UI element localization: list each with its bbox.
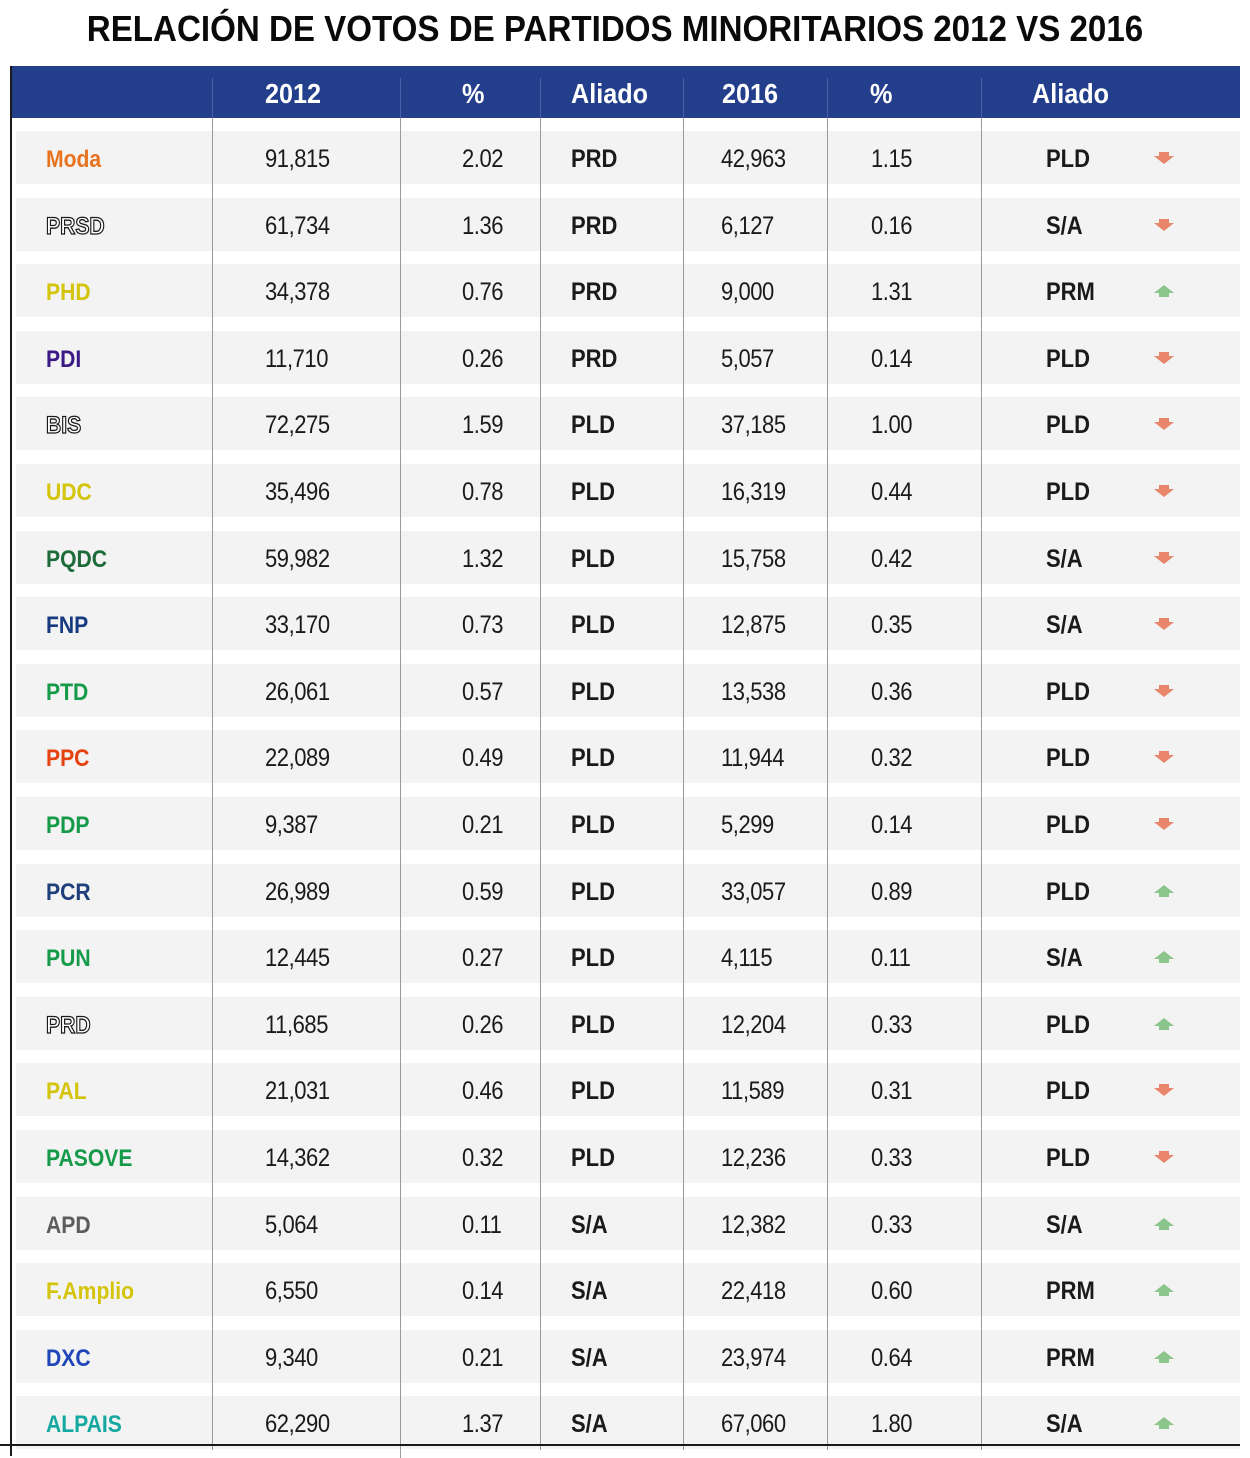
- votes-2012: 91,815: [265, 145, 330, 173]
- ally-2016: S/A: [1046, 212, 1083, 240]
- percent-2016: 1.00: [871, 411, 913, 439]
- header-2012: 2012: [265, 78, 322, 109]
- votes-2016: 22,418: [721, 1277, 786, 1305]
- votes-2012: 22,089: [265, 744, 330, 772]
- ally-2016: PLD: [1046, 878, 1090, 906]
- column-divider: [981, 118, 982, 1450]
- ally-2012: PLD: [571, 478, 615, 506]
- percent-2016: 0.35: [871, 611, 913, 639]
- table-row: [16, 797, 1240, 850]
- percent-2012: 1.32: [462, 545, 504, 573]
- percent-2012: 0.27: [462, 944, 504, 972]
- percent-2016: 0.36: [871, 678, 913, 706]
- votes-2012: 11,710: [265, 345, 329, 373]
- table-row: [16, 864, 1240, 917]
- column-divider: [827, 118, 828, 1450]
- ally-2012: S/A: [571, 1277, 608, 1305]
- table-row: [16, 1330, 1240, 1383]
- votes-2012: 12,445: [265, 944, 330, 972]
- votes-2016: 33,057: [721, 878, 786, 906]
- votes-2012: 9,387: [265, 811, 318, 839]
- votes-2016: 4,115: [721, 944, 773, 972]
- party-name: PRD: [46, 1012, 91, 1039]
- votes-2016: 11,944: [721, 744, 785, 772]
- column-divider: [400, 78, 401, 118]
- arrow-up-icon: [1152, 882, 1176, 900]
- percent-2012: 0.46: [462, 1077, 504, 1105]
- votes-2016: 42,963: [721, 145, 786, 173]
- votes-2016: 13,538: [721, 678, 786, 706]
- votes-2016: 12,236: [721, 1144, 786, 1172]
- column-divider: [827, 78, 828, 118]
- percent-2016: 0.14: [871, 345, 913, 373]
- votes-2012: 14,362: [265, 1144, 330, 1172]
- ally-2012: PRD: [571, 345, 618, 373]
- ally-2012: PLD: [571, 545, 615, 573]
- arrow-up-icon: [1152, 282, 1176, 300]
- votes-2016: 11,589: [721, 1077, 785, 1105]
- party-name: F.Amplio: [46, 1278, 134, 1305]
- table-left-border: [10, 66, 12, 1456]
- table-bottom-border: [0, 1444, 1240, 1446]
- arrow-down-icon: [1152, 1148, 1176, 1166]
- percent-2012: 2.02: [462, 145, 504, 173]
- party-name: PHD: [46, 279, 91, 306]
- percent-2012: 0.11: [462, 1211, 502, 1239]
- ally-2012: PLD: [571, 1011, 615, 1039]
- table-row: [16, 264, 1240, 317]
- ally-2012: PLD: [571, 1144, 615, 1172]
- table-row: [16, 597, 1240, 650]
- party-name: PCR: [46, 879, 91, 906]
- votes-2012: 35,496: [265, 478, 330, 506]
- party-name: PASOVE: [46, 1145, 133, 1172]
- percent-2016: 1.80: [871, 1410, 913, 1438]
- party-name: DXC: [46, 1345, 91, 1372]
- table-row: [16, 930, 1240, 983]
- header-pct-2012: %: [462, 78, 485, 109]
- party-name: PTD: [46, 679, 89, 706]
- ally-2012: S/A: [571, 1211, 608, 1239]
- votes-2016: 16,319: [721, 478, 786, 506]
- ally-2016: S/A: [1046, 1211, 1083, 1239]
- percent-2016: 0.64: [871, 1344, 913, 1372]
- arrow-down-icon: [1152, 815, 1176, 833]
- party-name: ALPAIS: [46, 1411, 122, 1438]
- votes-2016: 12,875: [721, 611, 786, 639]
- percent-2012: 0.14: [462, 1277, 504, 1305]
- column-divider: [400, 118, 401, 1458]
- ally-2016: PRM: [1046, 1277, 1095, 1305]
- ally-2016: S/A: [1046, 611, 1083, 639]
- percent-2012: 0.21: [462, 811, 504, 839]
- ally-2012: PRD: [571, 212, 618, 240]
- table-row: [16, 397, 1240, 450]
- table-row: [16, 730, 1240, 783]
- votes-2016: 6,127: [721, 212, 774, 240]
- votes-2012: 59,982: [265, 545, 330, 573]
- arrow-down-icon: [1152, 216, 1176, 234]
- column-divider: [981, 78, 982, 118]
- votes-2012: 61,734: [265, 212, 330, 240]
- ally-2016: PLD: [1046, 1011, 1090, 1039]
- party-name: Moda: [46, 146, 102, 173]
- percent-2016: 0.32: [871, 744, 913, 772]
- percent-2016: 0.14: [871, 811, 913, 839]
- arrow-up-icon: [1152, 1348, 1176, 1366]
- votes-2012: 11,685: [265, 1011, 329, 1039]
- percent-2012: 0.26: [462, 1011, 504, 1039]
- votes-2016: 9,000: [721, 278, 774, 306]
- percent-2012: 0.26: [462, 345, 504, 373]
- party-name: PDP: [46, 812, 90, 839]
- party-name: PAL: [46, 1078, 87, 1105]
- percent-2012: 1.37: [462, 1410, 504, 1438]
- percent-2016: 0.31: [871, 1077, 913, 1105]
- percent-2012: 0.76: [462, 278, 504, 306]
- votes-2012: 6,550: [265, 1277, 318, 1305]
- ally-2012: PLD: [571, 611, 615, 639]
- arrow-up-icon: [1152, 948, 1176, 966]
- header-aliado-2012: Aliado: [571, 78, 649, 109]
- arrow-down-icon: [1152, 615, 1176, 633]
- table-row: [16, 531, 1240, 584]
- votes-2016: 15,758: [721, 545, 786, 573]
- percent-2012: 1.59: [462, 411, 504, 439]
- table-row: [16, 997, 1240, 1050]
- percent-2012: 0.49: [462, 744, 504, 772]
- table-row: [16, 1396, 1240, 1449]
- header-pct-2016: %: [870, 78, 893, 109]
- arrow-down-icon: [1152, 415, 1176, 433]
- percent-2016: 0.42: [871, 545, 913, 573]
- arrow-down-icon: [1152, 549, 1176, 567]
- table-row: [16, 1197, 1240, 1250]
- arrow-down-icon: [1152, 1081, 1176, 1099]
- percent-2012: 0.21: [462, 1344, 504, 1372]
- votes-2012: 26,989: [265, 878, 330, 906]
- header-aliado-2016: Aliado: [1032, 78, 1110, 109]
- ally-2016: PLD: [1046, 678, 1090, 706]
- percent-2016: 0.89: [871, 878, 913, 906]
- votes-2012: 72,275: [265, 411, 330, 439]
- ally-2016: PLD: [1046, 1144, 1090, 1172]
- table-row: [16, 1130, 1240, 1183]
- arrow-down-icon: [1152, 482, 1176, 500]
- ally-2016: PLD: [1046, 744, 1090, 772]
- percent-2016: 0.33: [871, 1144, 913, 1172]
- column-divider: [540, 78, 541, 118]
- ally-2012: PRD: [571, 278, 618, 306]
- table-row: [16, 131, 1240, 184]
- percent-2016: 0.16: [871, 212, 913, 240]
- percent-2016: 0.33: [871, 1211, 913, 1239]
- arrow-down-icon: [1152, 748, 1176, 766]
- percent-2016: 0.44: [871, 478, 913, 506]
- votes-2016: 12,204: [721, 1011, 786, 1039]
- ally-2016: PLD: [1046, 145, 1090, 173]
- ally-2012: PLD: [571, 944, 615, 972]
- votes-2016: 5,299: [721, 811, 774, 839]
- party-name: FNP: [46, 612, 89, 639]
- percent-2016: 0.60: [871, 1277, 913, 1305]
- table-row: [16, 331, 1240, 384]
- ally-2016: PRM: [1046, 1344, 1095, 1372]
- party-name: UDC: [46, 479, 92, 506]
- ally-2012: PLD: [571, 411, 615, 439]
- arrow-down-icon: [1152, 349, 1176, 367]
- ally-2012: S/A: [571, 1344, 608, 1372]
- percent-2012: 0.78: [462, 478, 504, 506]
- header-2016: 2016: [722, 78, 779, 109]
- arrow-up-icon: [1152, 1414, 1176, 1432]
- table-row: [16, 664, 1240, 717]
- arrow-down-icon: [1152, 682, 1176, 700]
- percent-2012: 0.57: [462, 678, 504, 706]
- ally-2012: PLD: [571, 744, 615, 772]
- table-row: [16, 1263, 1240, 1316]
- table-row: [16, 198, 1240, 251]
- ally-2016: PLD: [1046, 345, 1090, 373]
- votes-2016: 37,185: [721, 411, 786, 439]
- percent-2016: 0.33: [871, 1011, 913, 1039]
- ally-2016: PLD: [1046, 478, 1090, 506]
- percent-2016: 1.15: [871, 145, 913, 173]
- ally-2016: S/A: [1046, 545, 1083, 573]
- percent-2012: 0.59: [462, 878, 504, 906]
- column-divider: [683, 78, 684, 118]
- party-name: PUN: [46, 945, 91, 972]
- arrow-down-icon: [1152, 149, 1176, 167]
- column-divider: [212, 78, 213, 118]
- page-title: RELACIÓN DE VOTOS DE PARTIDOS MINORITARIOS 2012 VS 2016: [86, 8, 1144, 49]
- votes-2012: 33,170: [265, 611, 330, 639]
- column-divider: [683, 118, 684, 1450]
- ally-2012: PLD: [571, 811, 615, 839]
- party-name: PQDC: [46, 546, 108, 573]
- percent-2016: 1.31: [871, 278, 913, 306]
- ally-2012: PLD: [571, 1077, 615, 1105]
- ally-2012: PRD: [571, 145, 618, 173]
- votes-2012: 9,340: [265, 1344, 318, 1372]
- ally-2012: PLD: [571, 678, 615, 706]
- ally-2016: PLD: [1046, 1077, 1090, 1105]
- votes-2012: 21,031: [265, 1077, 330, 1105]
- arrow-up-icon: [1152, 1281, 1176, 1299]
- table-row: [16, 464, 1240, 517]
- votes-2012: 34,378: [265, 278, 330, 306]
- percent-2012: 0.32: [462, 1144, 504, 1172]
- votes-2016: 12,382: [721, 1211, 786, 1239]
- ally-2016: PLD: [1046, 411, 1090, 439]
- arrow-up-icon: [1152, 1015, 1176, 1033]
- party-name: APD: [46, 1212, 91, 1239]
- ally-2016: S/A: [1046, 944, 1083, 972]
- votes-2012: 26,061: [265, 678, 330, 706]
- ally-2016: S/A: [1046, 1410, 1083, 1438]
- percent-2012: 0.73: [462, 611, 504, 639]
- ally-2016: PRM: [1046, 278, 1095, 306]
- ally-2012: S/A: [571, 1410, 608, 1438]
- table-header: [12, 66, 1240, 118]
- party-name: PRSD: [46, 213, 105, 240]
- votes-2016: 23,974: [721, 1344, 786, 1372]
- votes-2016: 5,057: [721, 345, 774, 373]
- percent-2012: 1.36: [462, 212, 504, 240]
- votes-2012: 62,290: [265, 1410, 330, 1438]
- votes-2012: 5,064: [265, 1211, 318, 1239]
- column-divider: [212, 118, 213, 1450]
- party-name: PDI: [46, 346, 82, 373]
- column-divider: [540, 118, 541, 1450]
- votes-2016: 67,060: [721, 1410, 786, 1438]
- party-name: BIS: [46, 412, 82, 439]
- arrow-up-icon: [1152, 1215, 1176, 1233]
- ally-2012: PLD: [571, 878, 615, 906]
- percent-2016: 0.11: [871, 944, 911, 972]
- ally-2016: PLD: [1046, 811, 1090, 839]
- table-row: [16, 1063, 1240, 1116]
- party-name: PPC: [46, 745, 90, 772]
